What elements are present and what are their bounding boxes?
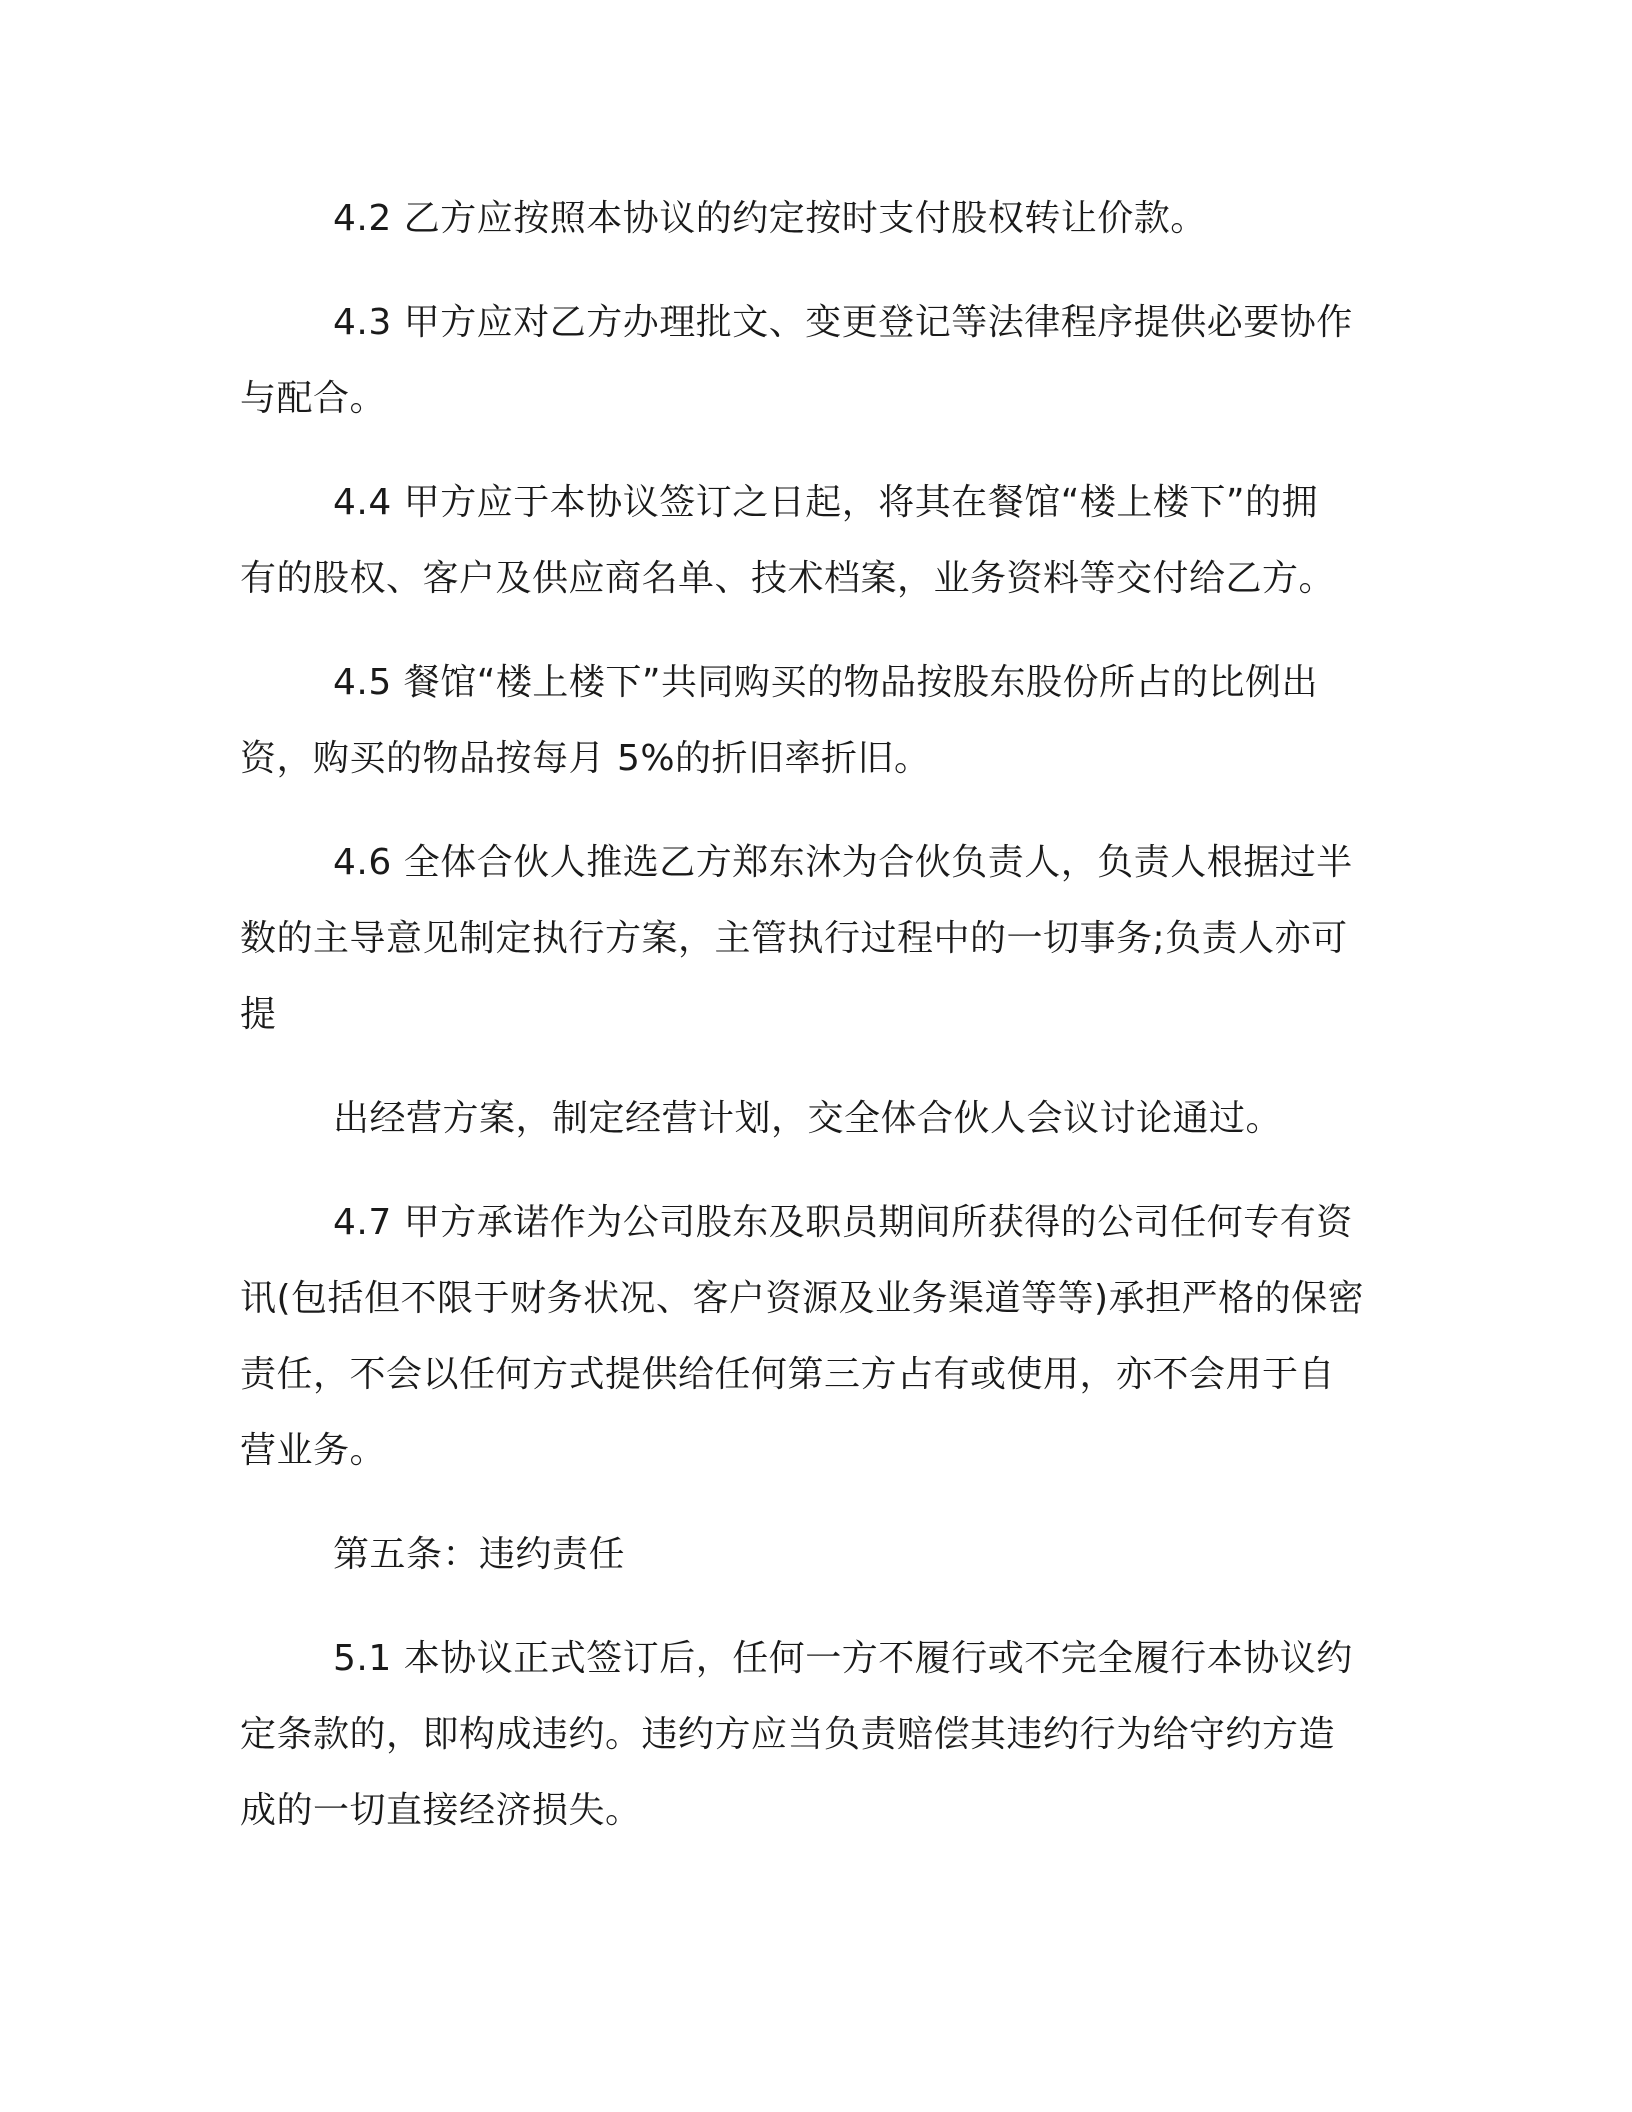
paragraph-4-7-line-2: 讯(包括但不限于财务状况、客户资源及业务渠道等等)承担严格的保密	[240, 1278, 1365, 1319]
paragraph-4-7-line-1: 4.7 甲方承诺作为公司股东及职员期间所获得的公司任何专有资	[333, 1202, 1353, 1243]
paragraph-4-4-line-2: 有的股权、客户及供应商名单、技术档案，业务资料等交付给乙方。	[240, 558, 1336, 599]
paragraph-4-3-line-2: 与配合。	[240, 378, 387, 419]
paragraph-4-6-line-3: 提	[240, 994, 277, 1035]
paragraph-4-5-line-1: 4.5 餐馆“楼上楼下”共同购买的物品按股东股份所占的比例出	[333, 662, 1318, 703]
paragraph-4-3-line-1: 4.3 甲方应对乙方办理批文、变更登记等法律程序提供必要协作	[333, 302, 1353, 343]
paragraph-5-1-line-2: 定条款的，即构成违约。违约方应当负责赔偿其违约行为给守约方造	[240, 1714, 1336, 1755]
paragraph-4-2-line-1: 4.2 乙方应按照本协议的约定按时支付股权转让价款。	[333, 198, 1207, 239]
paragraph-4-5-line-2: 资，购买的物品按每月 5%的折旧率折旧。	[240, 738, 931, 779]
paragraph-4-7-line-4: 营业务。	[240, 1430, 387, 1471]
article-5-heading: 第五条：违约责任	[333, 1534, 626, 1575]
paragraph-4-7-line-3: 责任，不会以任何方式提供给任何第三方占有或使用，亦不会用于自	[240, 1354, 1336, 1395]
paragraph-4-6-line-2: 数的主导意见制定执行方案，主管执行过程中的一切事务;负责人亦可	[240, 918, 1348, 959]
paragraph-4-4-line-1: 4.4 甲方应于本协议签订之日起，将其在餐馆“楼上楼下”的拥	[333, 482, 1318, 523]
paragraph-4-6-continuation: 出经营方案，制定经营计划，交全体合伙人会议讨论通过。	[333, 1098, 1283, 1139]
paragraph-5-1-line-1: 5.1 本协议正式签订后，任何一方不履行或不完全履行本协议约	[333, 1638, 1353, 1679]
paragraph-4-6-line-1: 4.6 全体合伙人推选乙方郑东沐为合伙负责人，负责人根据过半	[333, 842, 1353, 883]
paragraph-5-1-line-3: 成的一切直接经济损失。	[240, 1790, 642, 1831]
